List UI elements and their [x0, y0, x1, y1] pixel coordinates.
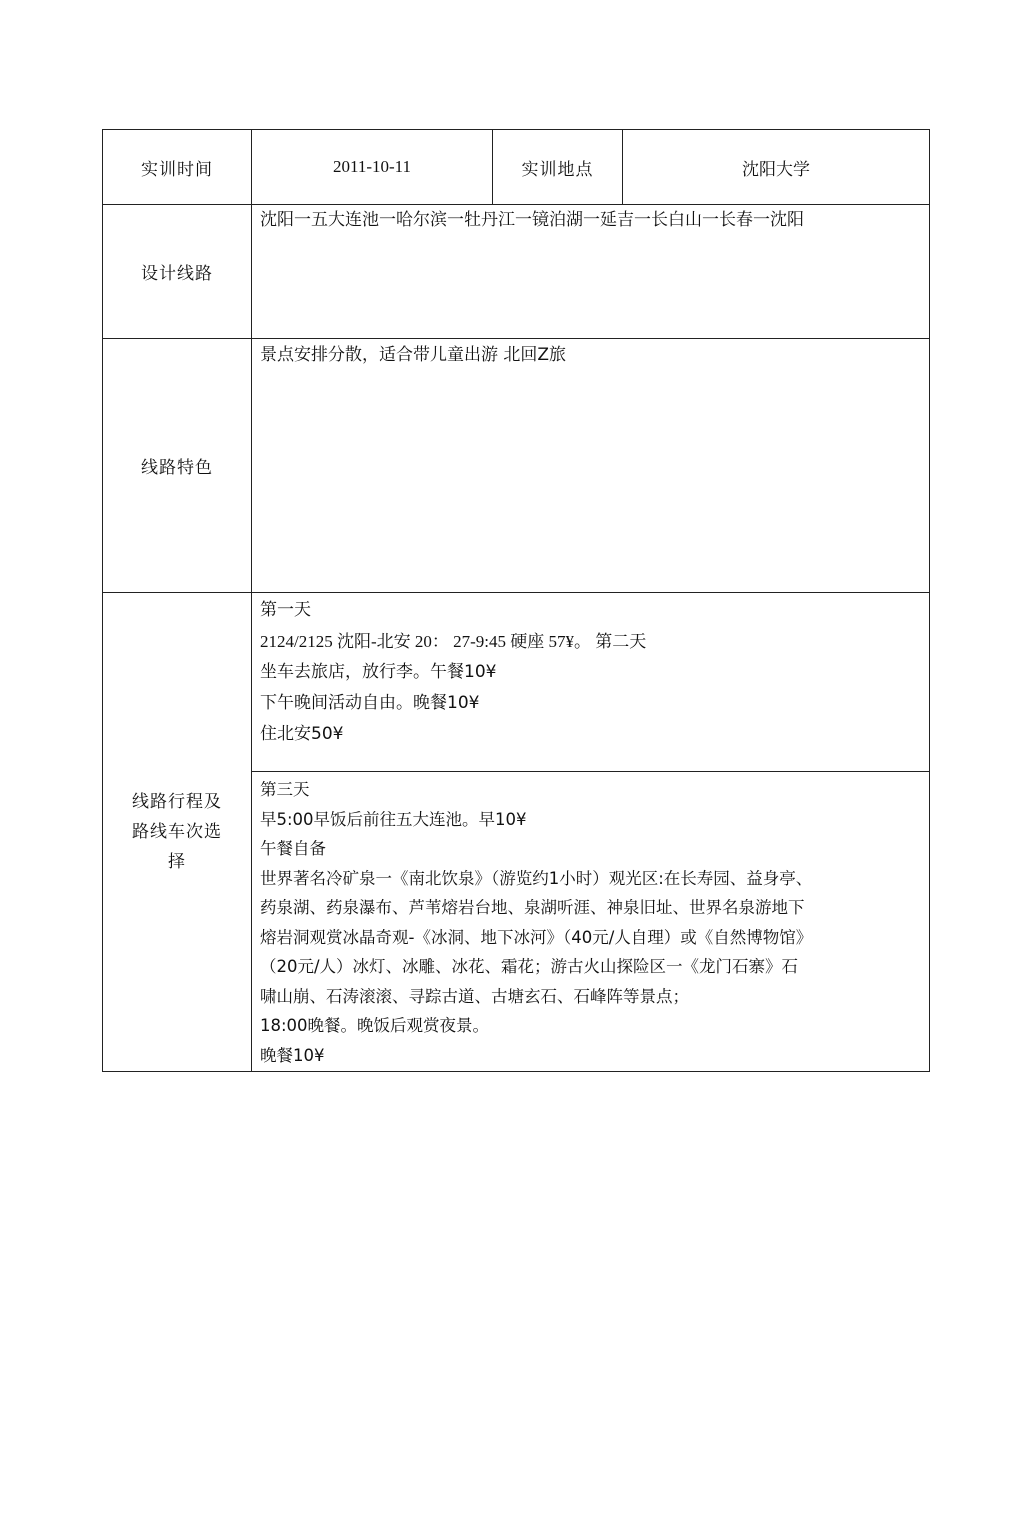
place-label: 实训地点: [493, 130, 623, 205]
features-label: 线路特色: [103, 339, 252, 593]
itinerary-line: 早5:00早饭后前往五大连池。早10¥: [260, 809, 527, 829]
itinerary-block-1: [252, 593, 930, 772]
route-cell: [252, 205, 930, 339]
itinerary-line: 啸山崩、石涛滚滚、寻踪古道、古塘玄石、石峰阵等景点；: [260, 986, 689, 1006]
features-cell: [252, 339, 930, 593]
itinerary-line: 熔岩洞观赏冰晶奇观-《冰洞、地下冰河》（40元/人自理）或《自然博物馆》: [260, 927, 813, 947]
time-value: 2011-10-11: [252, 130, 493, 205]
itinerary-line: 住北安50¥: [260, 724, 344, 744]
header-row: [103, 130, 930, 205]
itinerary-line: 午餐自备: [260, 839, 326, 858]
itinerary-label-line: 路线车次选: [132, 822, 222, 842]
route-value: 沈阳一五大连池一哈尔滨一牡丹江一镜泊湖一延吉一长白山一长春一沈阳: [260, 210, 804, 230]
itinerary-row-1: [103, 593, 930, 772]
itinerary-line: 坐车去旅店，放行李。午餐10¥: [260, 662, 497, 682]
itinerary-block-2: [252, 772, 930, 1072]
itinerary-day-heading: 第一天: [260, 600, 311, 620]
itinerary-line: 2124/2125 沈阳-北安 20： 27-9:45 硬座 57¥。 第二天: [260, 632, 647, 651]
time-label: 实训时间: [103, 130, 252, 205]
itinerary-line: 晚餐10¥: [260, 1045, 325, 1065]
itinerary-line: 18:00晚餐。晚饭后观赏夜景。: [260, 1016, 490, 1035]
route-label: 设计线路: [103, 205, 252, 339]
itinerary-label-line: 择: [168, 852, 186, 872]
features-value: 景点安排分散，适合带儿童出游 北回Z旅: [260, 345, 567, 365]
itinerary-label: [103, 593, 252, 1072]
itinerary-day-heading: 第三天: [260, 780, 310, 799]
practice-form-table: [102, 129, 930, 1072]
place-value: 沈阳大学: [623, 130, 930, 205]
route-row: [103, 205, 930, 339]
itinerary-line: 药泉湖、药泉瀑布、芦苇熔岩台地、泉湖听涯、神泉旧址、世界名泉游地下: [260, 898, 805, 917]
features-row: [103, 339, 930, 593]
itinerary-line: 下午晚间活动自由。晚餐10¥: [260, 693, 480, 713]
itinerary-line: （20元/人）冰灯、冰雕、冰花、霜花；游古火山探险区一《龙门石寨》石: [260, 957, 799, 976]
itinerary-line: 世界著名冷矿泉一《南北饮泉》（游览约1小时）观光区:在长寿园、益身亭、: [260, 868, 813, 888]
itinerary-label-line: 线路行程及: [132, 792, 222, 812]
